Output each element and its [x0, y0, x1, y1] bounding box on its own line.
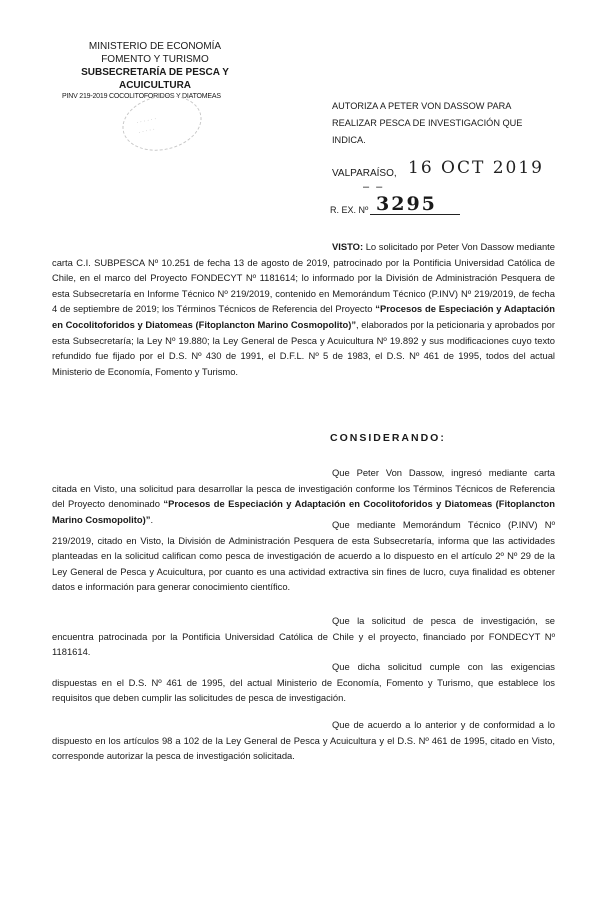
- considerando-1-project-title: “Procesos de Especiación y Adaptación en Cocolitoforidos y Diatomeas (Fitoplancton Marino Cosmopolito)”: [52, 498, 555, 525]
- visto-project-title: “Procesos de Especiación y Adaptación en Cocolitoforidos y Diatomeas (Fitoplancton Marino Cosmopolito)”: [52, 303, 555, 330]
- considerando-5-text: Que de acuerdo a lo anterior y de conformidad a lo dispuesto en los artículos 98 a 102 de la Ley General de Pesca y Acuicultura y el D.S. Nº 461 de 1995, citado en Visto, corresponde autorizar la pesca de investigación solicitada.: [52, 719, 555, 762]
- considerando-1-before: Que Peter Von Dassow, ingresó mediante carta citada en Visto, una solicitud para desarrollar la pesca de investigación conforme los Términos Técnicos de Referencia del Proyecto denominado: [52, 467, 555, 510]
- handwritten-dashes: – –: [363, 181, 385, 193]
- rex-label: R. EX. Nº: [330, 205, 369, 215]
- place-label: VALPARAÍSO,: [332, 168, 397, 179]
- reference-code: PINV 219-2019 COCOLITOFORIDOS Y DIATOMEAS: [62, 93, 221, 100]
- considerando-2: [52, 517, 555, 595]
- handwritten-date: 16 OCT 2019: [408, 158, 544, 178]
- rex-underline: [370, 214, 460, 215]
- considerando-4: [52, 659, 555, 706]
- considerando-title: CONSIDERANDO:: [330, 432, 446, 444]
- visto-text-before: Lo solicitado por Peter Von Dassow mediante carta C.I. SUBPESCA Nº 10.251 de fecha 13 de agosto de 2019, patrocinado por la Pontificia Universidad Católica de Chile, en el marco del Proyecto FONDECYT Nº 1181614; lo informado por la División de Administración Pesquera de esta Subsecretaría en Informe Técnico Nº 219/2019, contenido en Memorándum Técnico (P.INV) Nº 219/2019, de fecha 4 de septiembre de 2019; los Términos Técnicos de Referencia del Proyecto: [52, 241, 555, 315]
- considerando-2-text: Que mediante Memorándum Técnico (P.INV) Nº 219/2019, citado en Visto, la División de Administración Pesquera de esta Subsecretaría, informa que las actividades planteadas en la solicitud califican como pesca de investigación de acuerdo a lo dispuesto en el artículo 2º Nº 29 de la Ley General de Pesca y Acuicultura, por cuanto es una actividad extractiva sin fines de lucro, cuya finalidad es obtener datos e información para generar conocimiento científico.: [52, 519, 555, 593]
- rex-number: 3295: [376, 193, 437, 215]
- visto-paragraph: [52, 239, 555, 379]
- letterhead: [50, 40, 260, 102]
- considerando-1-after: .: [150, 513, 154, 525]
- visto-text-after: , elaborados por la peticionaria y aprobados por esta Subsecretaría; la Ley Nº 19.880; la Ley General de Pesca y Acuicultura Nº 19.892 y sus modificaciones cuyo texto refundido fue fijado por el D.S. Nº 430 de 1991, el D.F.L. Nº 5 de 1983, el D.S. Nº 461 de 1995, todos del actual Ministerio de Economía, Fomento y Turismo.: [52, 318, 555, 377]
- considerando-3-text: Que la solicitud de pesca de investigación, se encuentra patrocinada por la Pontificia Universidad Católica de Chile y el proyecto, financiado por FONDECYT Nº 1181614.: [52, 615, 555, 658]
- resolution-subject: AUTORIZA A PETER VON DASSOW PARA REALIZAR PESCA DE INVESTIGACIÓN QUE INDICA.: [332, 101, 523, 145]
- considerando-4-text: Que dicha solicitud cumple con las exigencias dispuestas en el D.S. Nº 461 de 1995, del actual Ministerio de Economía, Fomento y Turismo, que establece los requisitos que deben cumplir las solicitudes de pesca de investigación.: [52, 661, 555, 704]
- considerando-3: [52, 613, 555, 660]
- ministry-line-2: FOMENTO Y TURISMO: [101, 54, 209, 65]
- faded-seal-stamp: · · · · · · · · · · ·: [117, 88, 206, 157]
- visto-lead: VISTO:: [332, 241, 364, 252]
- subsecretaria-name: SUBSECRETARÍA DE PESCA Y ACUICULTURA: [81, 67, 229, 91]
- considerando-5: [52, 717, 555, 764]
- ministry-line-1: MINISTERIO DE ECONOMÍA: [88, 41, 222, 52]
